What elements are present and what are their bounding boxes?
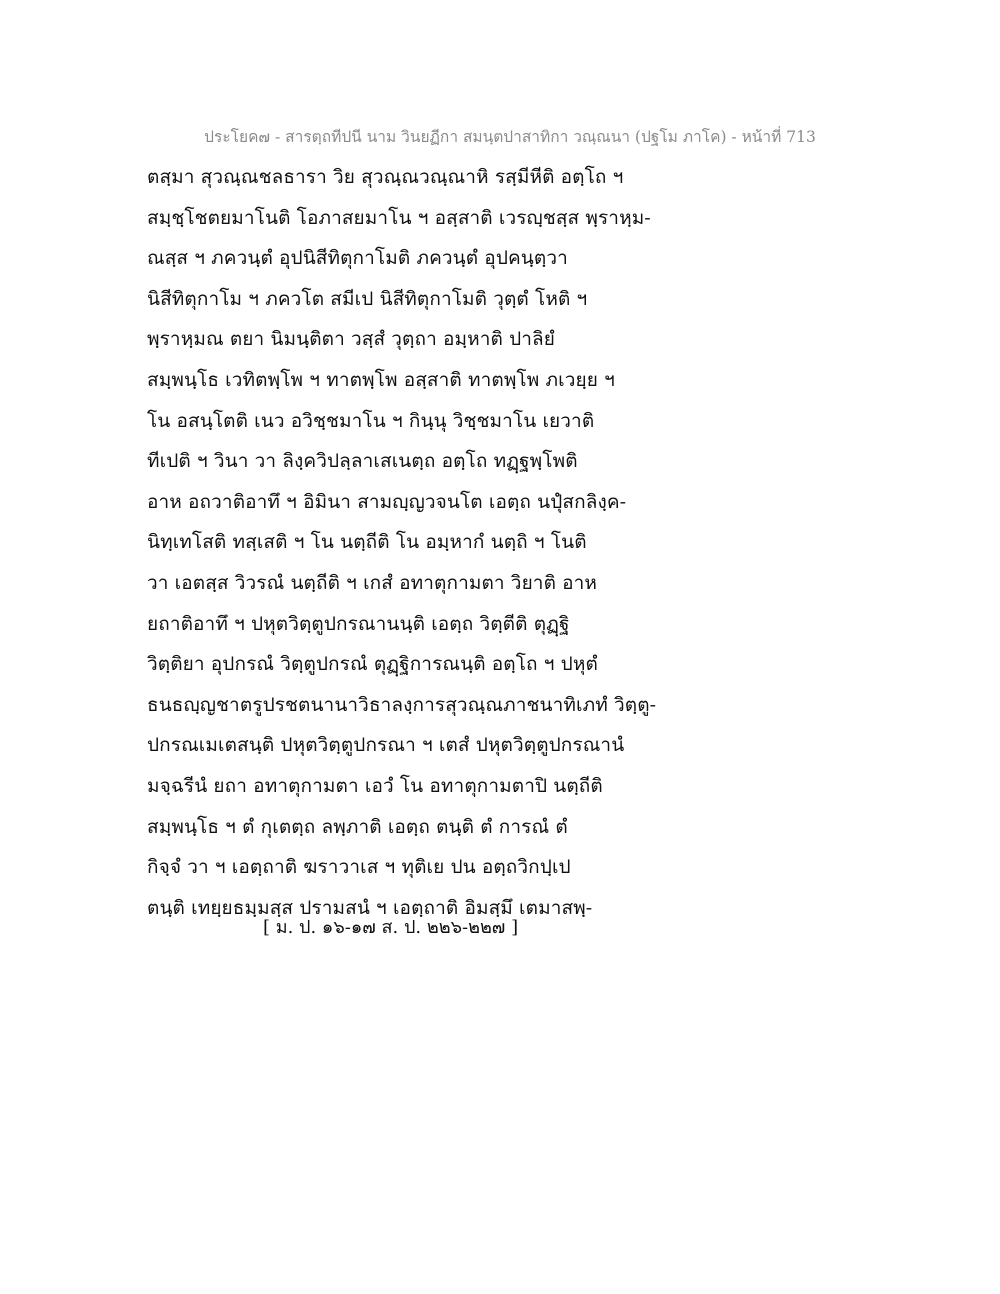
text-line: กิจฺจํ วา ฯ เอตฺถาติ ฆราวาเส ฯ ทุติเย ปน อตฺถวิกปฺเป bbox=[147, 856, 571, 879]
text-line: สมฺพนฺโธ เวทิตพฺโพ ฯ ทาตพฺโพ อสฺสาติ ทาตพฺโพ ภเวยฺย ฯ bbox=[147, 368, 615, 391]
text-line: ณสฺส ฯ ภควนฺตํ อุปนิสีทิตุกาโมติ ภควนฺตํ อุปคนฺตฺวา bbox=[147, 247, 568, 270]
text-line: มจฺฉรีนํ ยถา อทาตุกามตา เอวํ โน อทาตุกามตาปิ นตฺถีติ bbox=[147, 774, 603, 797]
text-line: พฺราหฺมณ ตยา นิมนฺติตา วสฺสํ วุตฺถา อมฺหาติ ปาลิยํ bbox=[147, 328, 556, 351]
text-line: โน อสนฺโตติ เนว อวิชฺชมาโน ฯ กินฺนุ วิชฺชมาโน เยวาติ bbox=[147, 409, 595, 432]
text-line: อาห อถวาติอาทึ ฯ อิมินา สามญฺญวจนโต เอตฺถ นปุํสกลิงฺค- bbox=[147, 490, 627, 513]
text-line: ปกรณเมเตสนฺติ ปหุตวิตฺตูปกรณา ฯ เตสํ ปหุตวิตฺตูปกรณานํ bbox=[147, 734, 625, 757]
text-line: ทีเปติ ฯ วินา วา ลิงฺควิปลฺลาเสเนตฺถ อตฺโถ ทฏฺฐพฺโพติ bbox=[147, 450, 578, 473]
text-line: วา เอตสฺส วิวรณํ นตฺถีติ ฯ เกสํ อทาตุกามตา วิยาติ อาห bbox=[147, 571, 598, 594]
running-header: ประโยค๗ - สารตฺถทีปนี นาม วินยฏีกา สมนฺตปาสาทิกา วณฺณนา (ปฐโม ภาโค) - หน้าที่ 713 bbox=[204, 128, 816, 146]
text-line: นิทฺเทโสติ ทสฺเสติ ฯ โน นตฺถีติ โน อมฺหากํ นตฺถิ ฯ โนติ bbox=[147, 531, 587, 554]
text-line: ตสฺมา สุวณฺณชลธารา วิย สุวณฺณวณฺณาหิ รสฺมีหีติ อตฺโถ ฯ bbox=[147, 166, 624, 188]
body-text bbox=[147, 157, 667, 928]
text-line: ยถาติอาทึ ฯ ปหุตวิตฺตูปกรณานนฺติ เอตฺถ วิตฺตีติ ตุฏฺฐิ bbox=[147, 612, 570, 635]
text-line: นิสีทิตุกาโม ฯ ภควโต สมีเป นิสีทิตุกาโมติ วุตฺตํ โหติ ฯ bbox=[147, 287, 588, 310]
footnote-reference: [ ม. ป. ๑๖-๑๗ ส. ป. ๒๒๖-๒๒๗ ] bbox=[263, 917, 519, 938]
text-line: ตนฺติ เทยฺยธมฺมสฺส ปรามสนํ ฯ เอตฺถาติ อิมสฺมึ เตมาสพฺ- bbox=[147, 896, 593, 919]
text-line: สมฺพนฺโธ ฯ ตํ กุเตตฺถ ลพฺภาติ เอตฺถ ตนฺติ ตํ การณํ ตํ bbox=[147, 815, 568, 838]
text-line: วิตฺติยา อุปกรณํ วิตฺตูปกรณํ ตุฏฺฐิการณนฺติ อตฺโถ ฯ ปหุตํ bbox=[147, 653, 598, 676]
text-line: สมฺชฺโชตยมาโนติ โอภาสยมาโน ฯ อสฺสาติ เวรญฺชสฺส พฺราหฺม- bbox=[147, 206, 651, 229]
text-line: ธนธญฺญชาตรูปรชตนานาวิธาลงฺการสุวณฺณภาชนาทิเภทํ วิตฺตู- bbox=[147, 693, 657, 716]
